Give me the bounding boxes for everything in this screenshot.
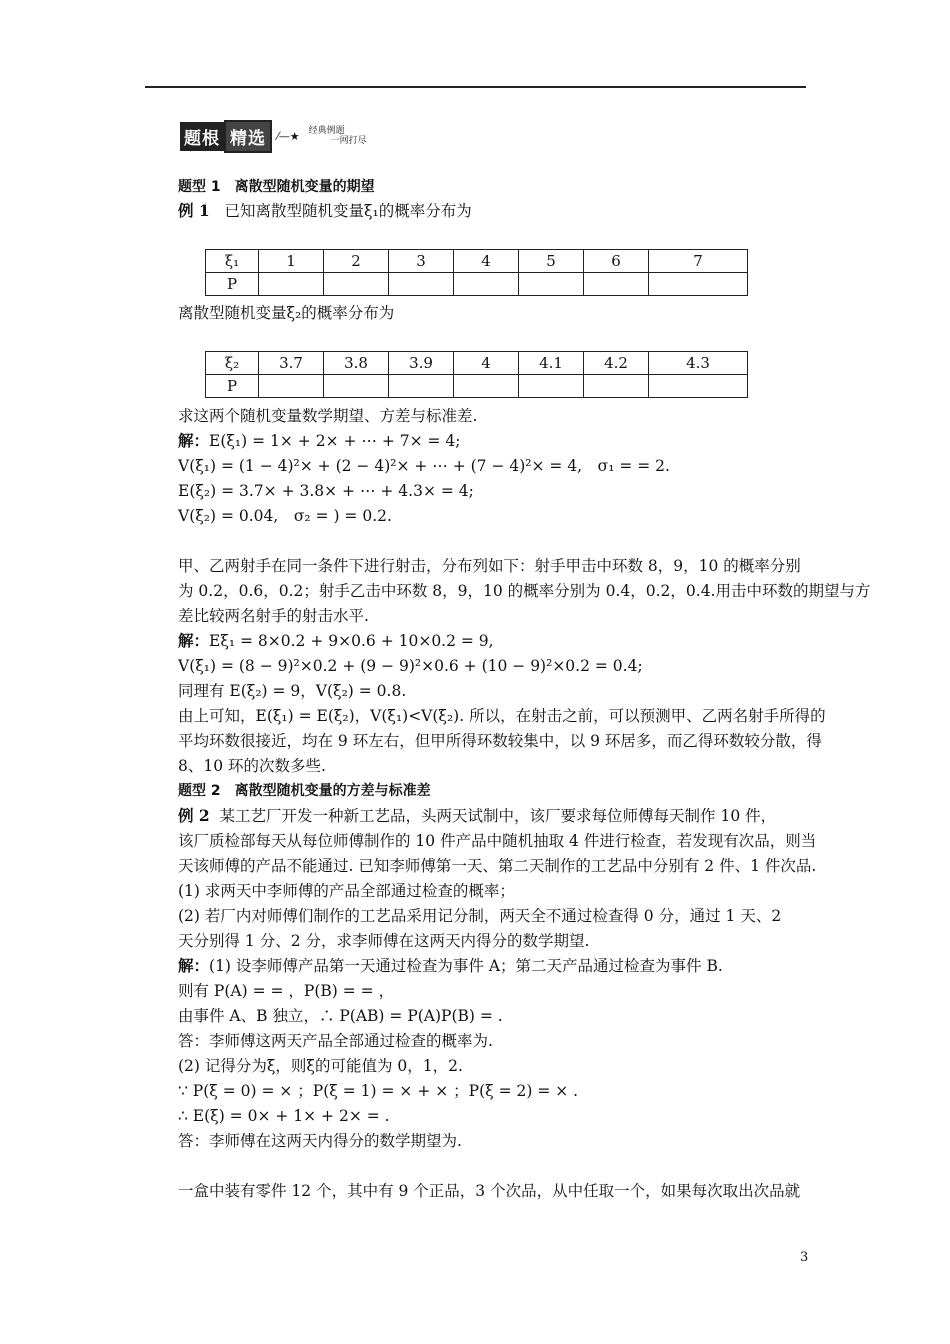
banner-tagline (309, 127, 367, 147)
table2-cell: 3.7 (259, 352, 324, 375)
example1-intro: 已知离散型随机变量ξ₁的概率分布为 (224, 202, 472, 220)
table1-cell: 7 (649, 250, 748, 273)
problem3-line-1: 一盒中装有零件 12 个，其中有 9 个正品，3 个次品，从中任取一个，如果每次取出次品就 (178, 1182, 801, 1200)
solution-text: E(ξ₁) = 1× + 2× + ⋯ + 7× = 4; (209, 432, 461, 450)
table1-cell: ξ₁ (206, 250, 259, 273)
distribution-table-2 (205, 351, 748, 398)
problem2-line-1: 甲、乙两射手在同一条件下进行射击，分布列如下：射手甲击中环数 8，9，10 的概率分别 (178, 557, 801, 575)
banner-tag-2: 一网打尽 (330, 135, 367, 146)
example1-solution-3: E(ξ₂) = 3.7× + 3.8× + ⋯ + 4.3× = 4; (178, 482, 474, 500)
banner-title-2: 精选 (224, 120, 272, 153)
table1-cell: 3 (389, 250, 454, 273)
table1-cell: 2 (324, 250, 389, 273)
example2-question-2b: 天分别得 1 分、2 分，求李师傅在这两天内得分的数学期望. (178, 932, 590, 950)
example2-answer-1 (178, 955, 723, 977)
example1-solution-2: V(ξ₁) = (1 − 4)²× + (2 − 4)²× + ⋯ + (7 − 4)²× = 4, σ₁ = = 2. (178, 457, 670, 475)
table2-p-label: P (206, 375, 259, 398)
distribution-table-1 (205, 249, 748, 296)
table2-p-row (206, 375, 748, 398)
table1-cell: 5 (519, 250, 584, 273)
table2-cell: ξ₂ (206, 352, 259, 375)
example1-question: 求这两个随机变量数学期望、方差与标准差. (178, 407, 478, 425)
banner-title-1: 题根 (180, 122, 224, 151)
table2-header-row (206, 352, 748, 375)
type1-heading: 题型 1 离散型随机变量的期望 (178, 179, 375, 195)
example2-question-2a: (2) 若厂内对师傅们制作的工艺品采用记分制，两天全不通过检查得 0 分，通过 1 天、2 (178, 907, 782, 925)
table1-p-row (206, 273, 748, 296)
example2-answer-8: 答：李师傅在这两天内得分的数学期望为. (178, 1132, 462, 1150)
table1-cell: 4 (454, 250, 519, 273)
solution-label: 解： (178, 631, 210, 650)
example2-question-1: (1) 求两天中李师傅的产品全部通过检查的概率； (178, 882, 515, 900)
star-icon: ⁄—★ (276, 130, 300, 143)
example2-answer-2: 则有 P(A) = = ，P(B) = = ， (178, 982, 395, 1000)
solution-label: 解： (178, 956, 210, 975)
page-number: 3 (800, 1250, 809, 1265)
type2-heading: 题型 2 离散型随机变量的方差与标准差 (178, 783, 431, 799)
problem2-solution-3: 同理有 E(ξ₂) = 9，V(ξ₂) = 0.8. (178, 682, 407, 700)
example1-label: 例 1 (178, 201, 210, 220)
table2-cell: 4.3 (649, 352, 748, 375)
example1-intro-line (178, 200, 472, 222)
solution-text: Eξ₁ = 8×0.2 + 9×0.6 + 10×0.2 = 9, (209, 632, 494, 650)
problem2-solution-6: 8、10 环的次数多些. (178, 757, 326, 775)
table1-cell: 6 (584, 250, 649, 273)
table2-cell: 4.2 (584, 352, 649, 375)
example2-answer-3: 由事件 A、B 独立，∴ P(AB) = P(A)P(B) = . (178, 1007, 503, 1025)
problem2-solution-2: V(ξ₁) = (8 − 9)²×0.2 + (9 − 9)²×0.6 + (10 − 9)²×0.2 = 0.4; (178, 657, 643, 675)
solution-text: (1) 设李师傅产品第一天通过检查为事件 A；第二天产品通过检查为事件 B. (209, 957, 723, 975)
table1-p-label: P (206, 273, 259, 296)
table2-cell: 4.1 (519, 352, 584, 375)
problem2-solution-5: 平均环数很接近，均在 9 环左右，但甲所得环数较集中，以 9 环居多，而乙得环数较分散，得 (178, 732, 822, 750)
banner-tag-1: 经典例题 (308, 125, 345, 136)
table2-cell: 3.9 (389, 352, 454, 375)
example2-answer-4: 答：李师傅这两天产品全部通过检查的概率为. (178, 1032, 493, 1050)
example2-line-2: 该厂质检部每天从每位师傅制作的 10 件产品中随机抽取 4 件进行检查，若发现有次品，则当 (178, 832, 817, 850)
example2-line-1 (178, 805, 776, 827)
example2-text: 某工艺厂开发一种新工艺品，头两天试制中，该厂要求每位师傅每天制作 10 件， (219, 807, 777, 825)
example2-answer-5: (2) 记得分为ξ，则ξ的可能值为 0，1，2. (178, 1057, 463, 1075)
table1-header-row (206, 250, 748, 273)
example2-answer-6: ∵ P(ξ = 0) = × ；P(ξ = 1) = × + × ；P(ξ = 2) = × . (178, 1082, 579, 1100)
problem2-solution-1 (178, 630, 494, 652)
problem2-solution-4: 由上可知，E(ξ₁) = E(ξ₂)，V(ξ₁)<V(ξ₂). 所以，在射击之前，可以预测甲、乙两名射手所得的 (178, 707, 826, 725)
example2-line-3: 天该师傅的产品不能通过. 已知李师傅第一天、第二天制作的工艺品中分别有 2 件、1 件次品. (178, 857, 817, 875)
header-rule (145, 86, 806, 88)
example1-middle: 离散型随机变量ξ₂的概率分布为 (178, 304, 395, 322)
example2-answer-7: ∴ E(ξ) = 0× + 1× + 2× = . (178, 1107, 390, 1125)
example2-label: 例 2 (178, 806, 210, 825)
example1-solution-1 (178, 430, 461, 452)
section-banner (180, 120, 367, 154)
table1-cell: 1 (259, 250, 324, 273)
problem2-line-2: 为 0.2，0.6，0.2；射手乙击中环数 8，9，10 的概率分别为 0.4，0.2，0.4.用击中环数的期望与方 (178, 582, 871, 600)
table2-cell: 4 (454, 352, 519, 375)
example1-solution-4: V(ξ₂) = 0.04, σ₂ = ) = 0.2. (178, 507, 392, 525)
table2-cell: 3.8 (324, 352, 389, 375)
solution-label: 解： (178, 431, 210, 450)
problem2-line-3: 差比较两名射手的射击水平. (178, 607, 369, 625)
